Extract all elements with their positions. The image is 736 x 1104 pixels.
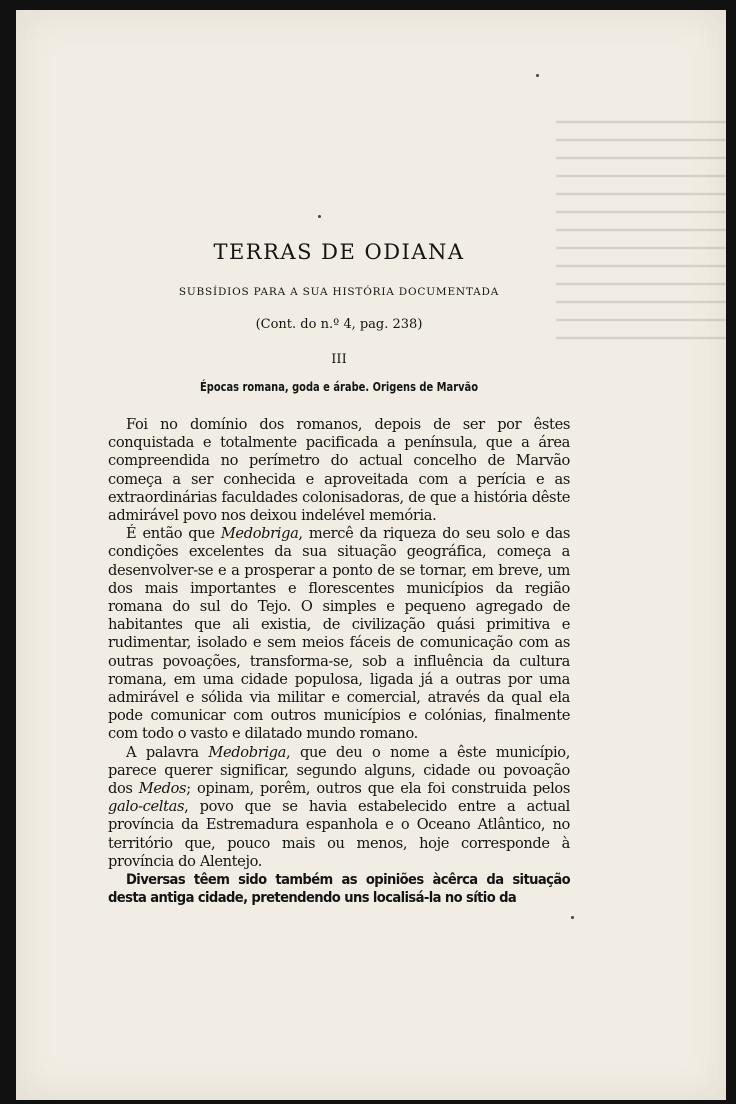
section-heading: Épocas romana, goda e árabe. Origens de Marvão: [199, 379, 479, 394]
body-text: [108, 416, 570, 907]
paragraph: Foi no domínio dos romanos, depois de ser por êstes conquistada e totalmente pacificada a península, que a área compreendida no perímetro do actual concelho de Marvão começa a ser conhecida e aproveitada com a perícia e as extraordinárias faculdades colonisadoras, de que a história dêste admirável povo nos deixou indelével memória.: [108, 416, 570, 525]
paper-speck: [318, 215, 321, 218]
article-subtitle: SUBSÍDIOS PARA A SUA HISTÓRIA DOCUMENTADA: [178, 286, 500, 298]
continuation-note: (Cont. do n.º 4, pag. 238): [255, 317, 423, 332]
paragraph: É então que Medobriga, mercê da riqueza do seu solo e das condições excelentes da sua situação geográfica, começa a desenvolver-se e a prosperar a ponto de se tornar, em breve, um dos mais importantes e florescentes municípios da região romana do sul do Tejo. O simples e pequeno agregado de habitantes que ali existia, de civilização quási primitiva e rudimentar, isolado e sem meios fáceis de comunicação com as outras povoações, transforma-se, sob a influência da cultura romana, em uma cidade populosa, ligada já a outras por uma admirável e sólida via militar e comercial, através da qual ela pode comunicar com outros municípios e colónias, finalmente com todo o vasto e dilatado mundo romano.: [108, 525, 570, 743]
paragraph: Diversas têem sido também as opiniões àcêrca da situação desta antiga cidade, pretendendo uns localisá-la no sítio da: [108, 871, 570, 907]
paper-speck: [536, 74, 539, 77]
article: [108, 240, 570, 907]
article-title: TERRAS DE ODIANA: [213, 240, 465, 264]
show-through-text: [556, 105, 726, 365]
section-number: III: [331, 352, 347, 367]
paper-speck: [571, 916, 574, 919]
paragraph: A palavra Medobriga, que deu o nome a êste município, parece querer significar, segundo alguns, cidade ou povoação dos Medos; opinam, porêm, outros que ela foi construida pelos galo-celtas, povo que se havia estabelecido entre a actual província da Estremadura espanhola e o Oceano Atlântico, no território que, pouco mais ou menos, hoje corresponde à província do Alentejo.: [108, 743, 570, 870]
